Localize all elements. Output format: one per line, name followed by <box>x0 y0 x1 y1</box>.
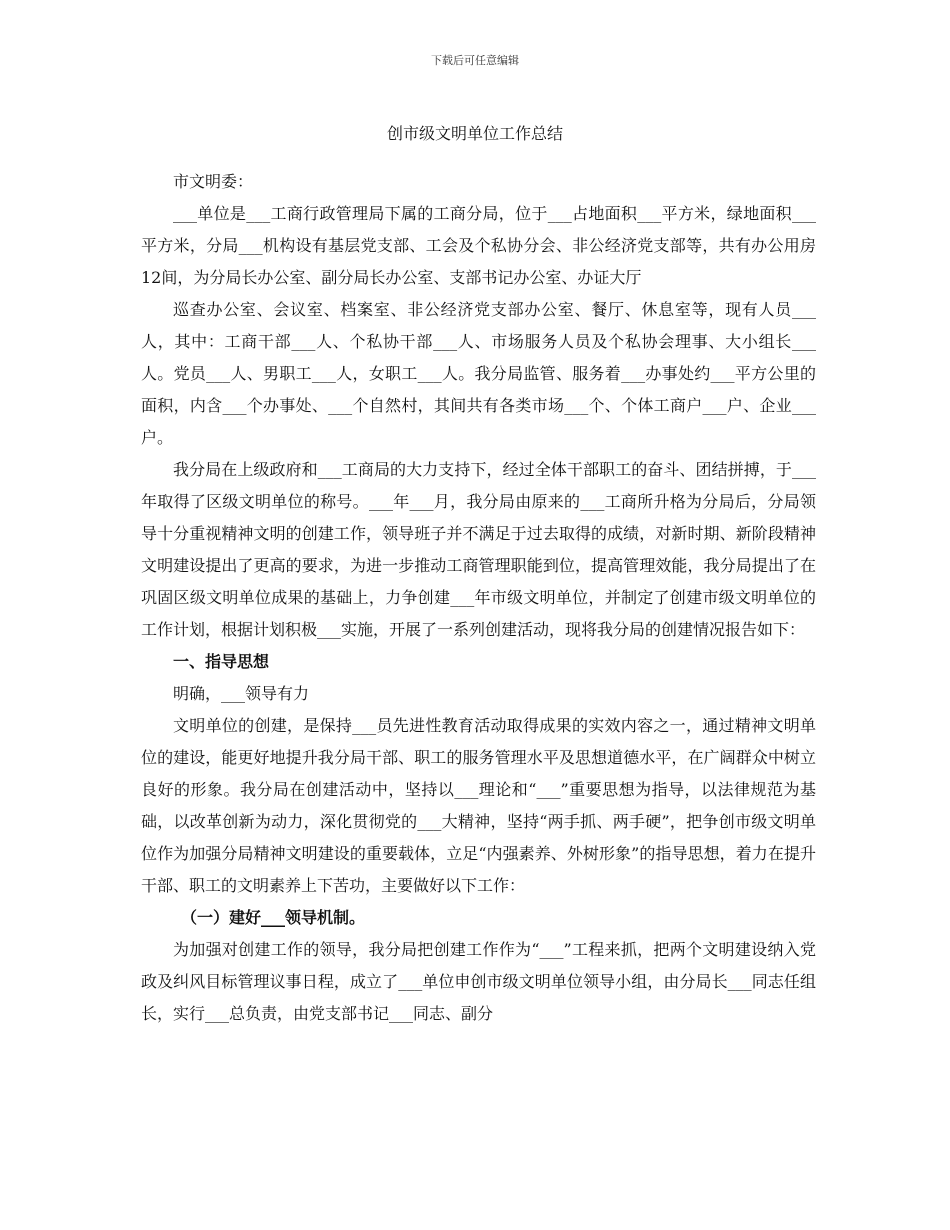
body-paragraph: ___单位是___工商行政管理局下属的工商分局，位于___占地面积___平方米，绿地面积___平方米，分局___机构设有基层党支部、工会及个私协分会、非公经济党支部等，共有办公用房12间，为分局长办公室、副分局长办公室、支部书记办公室、办证大厅 <box>141 204 816 287</box>
document-body <box>141 166 816 1030</box>
body-paragraph: 为加强对创建工作的领导，我分局把创建工作作为“___”工程来抓，把两个文明建设纳入党政及纠风目标管理议事日程，成立了___单位申创市级文明单位领导小组，由分局长___同志任组长，实行___总负责，由党支部书记___同志、副分 <box>141 940 816 1023</box>
salutation: 市文明委： <box>173 172 254 191</box>
subsection-heading: （一）建好___领导机制。 <box>181 908 366 927</box>
document-title: 创市级文明单位工作总结 <box>386 124 563 143</box>
page-header: 下载后可任意编辑 <box>431 54 519 67</box>
body-paragraph: 明确，___领导有力 <box>173 684 310 703</box>
body-paragraph: 文明单位的创建，是保持___员先进性教育活动取得成果的实效内容之一，通过精神文明单位的建设，能更好地提升我分局干部、职工的服务管理水平及思想道德水平，在广阔群众中树立良好的形象。我分局在创建活动中，坚持以___理论和“___”重要思想为指导，以法律规范为基础，以改革创新为动力，深化贯彻党的___大精神，坚持“两手抓、两手硬”，把争创市级文明单位作为加强分局精神文明建设的重要载体，立足“内强素养、外树形象”的指导思想，着力在提升干部、职工的文明素养上下苦功，主要做好以下工作： <box>141 716 816 895</box>
body-paragraph: 我分局在上级政府和___工商局的大力支持下，经过全体干部职工的奋斗、团结拼搏，于___年取得了区级文明单位的称号。___年___月，我分局由原来的___工商所升格为分局后，分局领导十分重视精神文明的创建工作，领导班子并不满足于过去取得的成绩，对新时期、新阶段精神文明建设提出了更高的要求，为进一步推动工商管理职能到位，提高管理效能，我分局提出了在巩固区级文明单位成果的基础上，力争创建___年市级文明单位，并制定了创建市级文明单位的工作计划，根据计划积极___实施，开展了一系列创建活动，现将我分局的创建情况报告如下： <box>141 460 816 639</box>
section-heading: 一、指导思想 <box>173 652 270 671</box>
body-paragraph: 巡查办公室、会议室、档案室、非公经济党支部办公室、餐厅、休息室等，现有人员___人，其中：工商干部___人、个私协干部___人、市场服务人员及个私协会理事、大小组长___人。党员___人、男职工___人，女职工___人。我分局监管、服务着___办事处约___平方公里的面积，内含___个办事处、___个自然村，其间共有各类市场___个、个体工商户___户、企业___户。 <box>141 300 816 447</box>
